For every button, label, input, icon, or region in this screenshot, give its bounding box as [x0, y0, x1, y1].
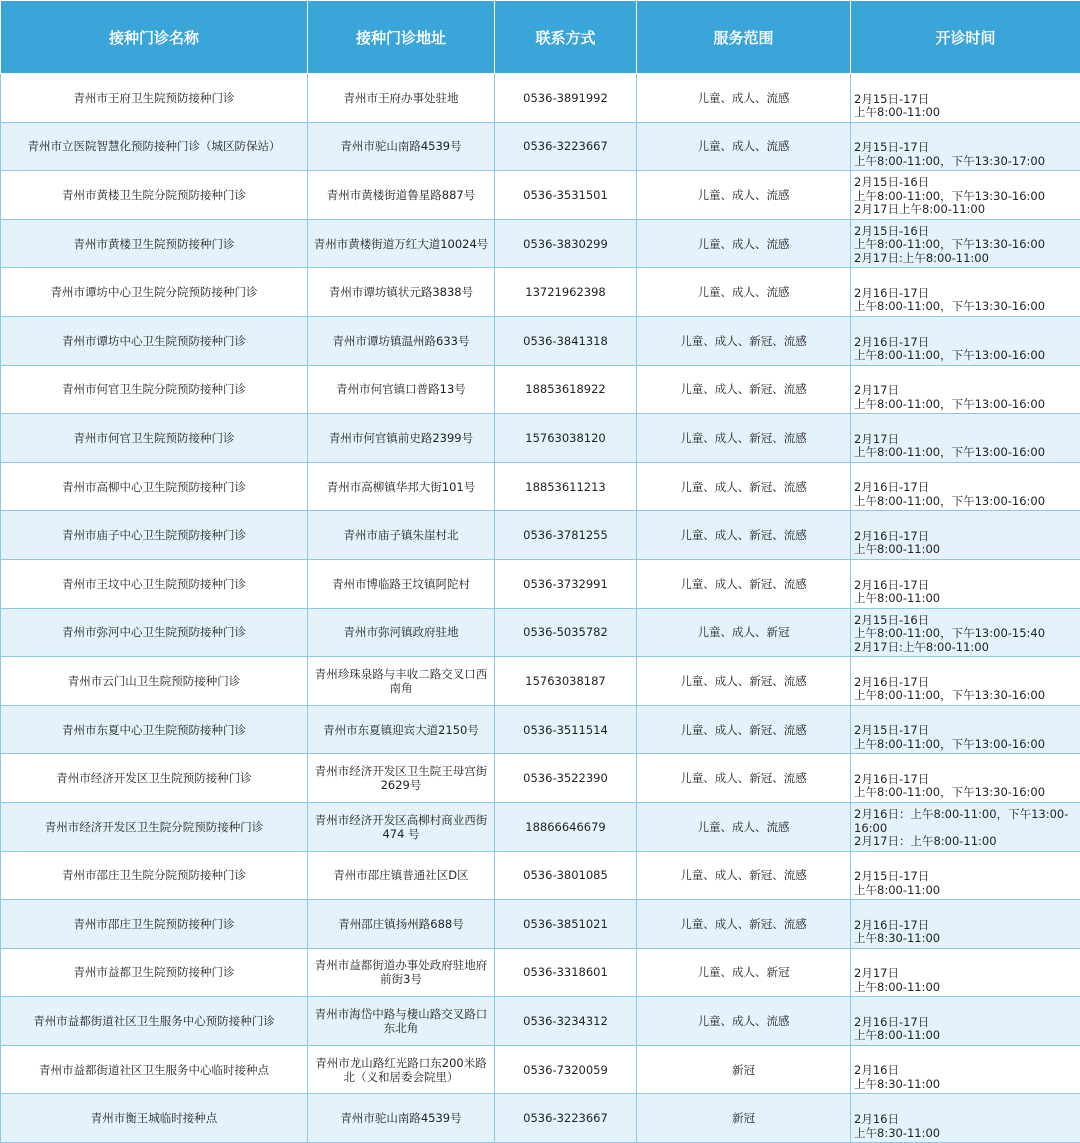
table-row: [1, 1045, 1080, 1094]
phone-cell: 18853618922: [495, 365, 637, 414]
clinic-address-cell: 青州珍珠泉路与丰收二路交叉口西南角: [308, 657, 495, 706]
opening-hours-line: 上午8:00-11:00: [854, 592, 1078, 606]
service-scope-cell: 儿童、成人、新冠、流感: [637, 414, 851, 463]
clinic-name-cell: 青州市黄楼卫生院分院预防接种门诊: [1, 171, 308, 220]
opening-hours-line: 上午8:30-11:00: [854, 1078, 1078, 1092]
opening-hours-line: 2月15日-16日: [854, 176, 1078, 190]
opening-hours-cell: [851, 74, 1080, 123]
clinic-name-cell: 青州市云门山卫生院预防接种门诊: [1, 657, 308, 706]
opening-hours-line: 2月16日-17日: [854, 481, 1078, 495]
table-row: [1, 948, 1080, 997]
phone-cell: 0536-7320059: [495, 1045, 637, 1094]
phone-cell: 0536-3851021: [495, 900, 637, 949]
opening-hours-line: 2月16日-17日: [854, 1016, 1078, 1030]
opening-hours-cell: [851, 511, 1080, 560]
service-scope-cell: 儿童、成人、新冠、流感: [637, 462, 851, 511]
phone-cell: 0536-5035782: [495, 608, 637, 657]
opening-hours-cell: [851, 608, 1080, 657]
opening-hours-line: 上午8:00-11:00，下午13:30-17:00: [854, 155, 1078, 169]
table-row: [1, 268, 1080, 317]
clinic-address-cell: 青州市弥河镇政府驻地: [308, 608, 495, 657]
service-scope-cell: 儿童、成人、新冠、流感: [637, 754, 851, 803]
opening-hours-cell: [851, 219, 1080, 268]
service-scope-cell: 儿童、成人、流感: [637, 74, 851, 123]
clinic-name-cell: 青州市庙子中心卫生院预防接种门诊: [1, 511, 308, 560]
service-scope-cell: 儿童、成人、新冠、流感: [637, 657, 851, 706]
clinic-name-cell: 青州市益都街道社区卫生服务中心预防接种门诊: [1, 997, 308, 1046]
phone-cell: 15763038187: [495, 657, 637, 706]
opening-hours-line: 2月17日：上午8:00-11:00: [854, 835, 1078, 849]
clinic-name-cell: 青州市经济开发区卫生院分院预防接种门诊: [1, 802, 308, 851]
phone-cell: 0536-3234312: [495, 997, 637, 1046]
clinic-name-cell: 青州市立医院智慧化预防接种门诊（城区防保站）: [1, 122, 308, 171]
opening-hours-line: 2月16日-17日: [854, 676, 1078, 690]
phone-cell: 0536-3511514: [495, 705, 637, 754]
service-scope-cell: 儿童、成人、流感: [637, 268, 851, 317]
phone-cell: 0536-3781255: [495, 511, 637, 560]
opening-hours-line: 上午8:00-11:00，下午13:30-16:00: [854, 238, 1078, 252]
opening-hours-line: 2月16日-17日: [854, 579, 1078, 593]
service-scope-cell: 儿童、成人、新冠、流感: [637, 705, 851, 754]
opening-hours-cell: [851, 462, 1080, 511]
clinic-name-cell: 青州市邵庄卫生院分院预防接种门诊: [1, 851, 308, 900]
service-scope-cell: 儿童、成人、新冠、流感: [637, 559, 851, 608]
phone-cell: 13721962398: [495, 268, 637, 317]
opening-hours-line: 上午8:00-11:00: [854, 543, 1078, 557]
header-service-scope: 服务范围: [637, 1, 851, 74]
service-scope-cell: 儿童、成人、新冠、流感: [637, 316, 851, 365]
service-scope-cell: 儿童、成人、新冠: [637, 608, 851, 657]
clinic-address-cell: 青州市高柳镇华邦大街101号: [308, 462, 495, 511]
opening-hours-line: 2月16日-17日: [854, 287, 1078, 301]
opening-hours-cell: [851, 657, 1080, 706]
phone-cell: 18853611213: [495, 462, 637, 511]
table-row: [1, 74, 1080, 123]
table-row: [1, 705, 1080, 754]
opening-hours-line: 2月16日-17日: [854, 530, 1078, 544]
header-clinic-address: 接种门诊地址: [308, 1, 495, 74]
header-clinic-name: 接种门诊名称: [1, 1, 308, 74]
clinic-name-cell: 青州市何官卫生院分院预防接种门诊: [1, 365, 308, 414]
phone-cell: 0536-3223667: [495, 1094, 637, 1143]
opening-hours-cell: [851, 997, 1080, 1046]
service-scope-cell: 儿童、成人、新冠、流感: [637, 851, 851, 900]
service-scope-cell: 儿童、成人、新冠、流感: [637, 511, 851, 560]
phone-cell: 0536-3522390: [495, 754, 637, 803]
phone-cell: 0536-3830299: [495, 219, 637, 268]
opening-hours-line: 2月17日:上午8:00-11:00: [854, 641, 1078, 655]
clinic-address-cell: 青州市何官镇口普路13号: [308, 365, 495, 414]
clinic-name-cell: 青州市弥河中心卫生院预防接种门诊: [1, 608, 308, 657]
opening-hours-line: 2月17日上午8:00-11:00: [854, 203, 1078, 217]
opening-hours-cell: [851, 705, 1080, 754]
clinic-name-cell: 青州市谭坊中心卫生院预防接种门诊: [1, 316, 308, 365]
opening-hours-line: 上午8:30-11:00: [854, 1127, 1078, 1141]
phone-cell: 15763038120: [495, 414, 637, 463]
opening-hours-cell: [851, 802, 1080, 851]
clinic-address-cell: 青州市龙山路红光路口东200米路北（义和居委会院里）: [308, 1045, 495, 1094]
table-row: [1, 122, 1080, 171]
service-scope-cell: 儿童、成人、流感: [637, 171, 851, 220]
opening-hours-line: 上午8:00-11:00，下午13:00-16:00: [854, 738, 1078, 752]
opening-hours-cell: [851, 851, 1080, 900]
opening-hours-line: 2月15日-16日: [854, 614, 1078, 628]
opening-hours-line: 上午8:30-11:00: [854, 932, 1078, 946]
service-scope-cell: 新冠: [637, 1094, 851, 1143]
clinic-address-cell: 青州市博临路王坟镇阿陀村: [308, 559, 495, 608]
clinic-address-cell: 青州市海岱中路与棲山路交叉路口东北角: [308, 997, 495, 1046]
clinic-address-cell: 青州市谭坊镇状元路3838号: [308, 268, 495, 317]
clinic-address-cell: 青州市谭坊镇温州路633号: [308, 316, 495, 365]
table-row: [1, 511, 1080, 560]
opening-hours-line: 2月15日-17日: [854, 724, 1078, 738]
opening-hours-line: 2月17日: [854, 384, 1078, 398]
table-row: [1, 802, 1080, 851]
table-row: [1, 997, 1080, 1046]
opening-hours-line: 2月17日: [854, 433, 1078, 447]
opening-hours-line: 2月17日: [854, 967, 1078, 981]
opening-hours-line: 2月15日-17日: [854, 93, 1078, 107]
opening-hours-cell: [851, 559, 1080, 608]
table-row: [1, 219, 1080, 268]
clinic-address-cell: 青州市经济开发区高柳村商业西街474 号: [308, 802, 495, 851]
opening-hours-line: 上午8:00-11:00: [854, 884, 1078, 898]
opening-hours-line: 2月16日-17日: [854, 773, 1078, 787]
clinic-address-cell: 青州市黄楼街道鲁星路887号: [308, 171, 495, 220]
opening-hours-line: 2月16日-17日: [854, 919, 1078, 933]
clinic-address-cell: 青州市王府办事处驻地: [308, 74, 495, 123]
clinic-name-cell: 青州市益都卫生院预防接种门诊: [1, 948, 308, 997]
opening-hours-line: 上午8:00-11:00，下午13:30-16:00: [854, 786, 1078, 800]
opening-hours-line: 上午8:00-11:00，下午13:30-16:00: [854, 689, 1078, 703]
table-row: [1, 171, 1080, 220]
clinic-address-cell: 青州邵庄镇扬州路688号: [308, 900, 495, 949]
opening-hours-cell: [851, 316, 1080, 365]
table-row: [1, 462, 1080, 511]
service-scope-cell: 儿童、成人、新冠、流感: [637, 365, 851, 414]
table-row: [1, 316, 1080, 365]
service-scope-cell: 儿童、成人、新冠: [637, 948, 851, 997]
clinic-name-cell: 青州市王府卫生院预防接种门诊: [1, 74, 308, 123]
phone-cell: 18866646679: [495, 802, 637, 851]
clinic-address-cell: 青州市驼山南路4539号: [308, 122, 495, 171]
clinic-name-cell: 青州市经济开发区卫生院预防接种门诊: [1, 754, 308, 803]
header-contact: 联系方式: [495, 1, 637, 74]
clinic-address-cell: 青州市庙子镇朱崖村北: [308, 511, 495, 560]
opening-hours-line: 上午8:00-11:00: [854, 1029, 1078, 1043]
opening-hours-cell: [851, 171, 1080, 220]
opening-hours-line: 2月16日：上午8:00-11:00，下午13:00-: [854, 808, 1078, 822]
opening-hours-cell: [851, 754, 1080, 803]
clinic-name-cell: 青州市高柳中心卫生院预防接种门诊: [1, 462, 308, 511]
opening-hours-line: 16:00: [854, 822, 1078, 836]
opening-hours-line: 上午8:00-11:00，下午13:00-16:00: [854, 398, 1078, 412]
table-header-row: [1, 1, 1080, 74]
clinic-address-cell: 青州市邵庄镇普通社区D区: [308, 851, 495, 900]
table-row: [1, 754, 1080, 803]
opening-hours-line: 上午8:00-11:00: [854, 981, 1078, 995]
clinic-address-cell: 青州市益都街道办事处政府驻地府前街3号: [308, 948, 495, 997]
table-row: [1, 657, 1080, 706]
opening-hours-line: 2月16日: [854, 1113, 1078, 1127]
clinic-name-cell: 青州市衡王城临时接种点: [1, 1094, 308, 1143]
opening-hours-line: 2月15日-17日: [854, 870, 1078, 884]
phone-cell: 0536-3841318: [495, 316, 637, 365]
phone-cell: 0536-3318601: [495, 948, 637, 997]
opening-hours-line: 上午8:00-11:00，下午13:00-16:00: [854, 349, 1078, 363]
phone-cell: 0536-3891992: [495, 74, 637, 123]
service-scope-cell: 儿童、成人、流感: [637, 219, 851, 268]
clinic-address-cell: 青州市何官镇前史路2399号: [308, 414, 495, 463]
clinic-address-cell: 青州市经济开发区卫生院王母宫街2629号: [308, 754, 495, 803]
service-scope-cell: 儿童、成人、流感: [637, 802, 851, 851]
phone-cell: 0536-3732991: [495, 559, 637, 608]
opening-hours-cell: [851, 1045, 1080, 1094]
opening-hours-line: 上午8:00-11:00，下午13:00-16:00: [854, 446, 1078, 460]
opening-hours-line: 上午8:00-11:00，下午13:00-15:40: [854, 627, 1078, 641]
opening-hours-cell: [851, 948, 1080, 997]
opening-hours-cell: [851, 268, 1080, 317]
clinic-name-cell: 青州市黄楼卫生院预防接种门诊: [1, 219, 308, 268]
service-scope-cell: 儿童、成人、新冠、流感: [637, 900, 851, 949]
table-row: [1, 900, 1080, 949]
table-body: [1, 74, 1080, 1143]
clinic-name-cell: 青州市邵庄卫生院预防接种门诊: [1, 900, 308, 949]
table-row: [1, 851, 1080, 900]
opening-hours-line: 上午8:00-11:00，下午13:30-16:00: [854, 190, 1078, 204]
clinic-address-cell: 青州市黄楼街道万红大道10024号: [308, 219, 495, 268]
clinic-name-cell: 青州市益都街道社区卫生服务中心临时接种点: [1, 1045, 308, 1094]
clinic-name-cell: 青州市王坟中心卫生院预防接种门诊: [1, 559, 308, 608]
clinic-address-cell: 青州市驼山南路4539号: [308, 1094, 495, 1143]
table-row: [1, 1094, 1080, 1143]
clinic-name-cell: 青州市东夏中心卫生院预防接种门诊: [1, 705, 308, 754]
opening-hours-line: 上午8:00-11:00，下午13:00-16:00: [854, 495, 1078, 509]
opening-hours-cell: [851, 1094, 1080, 1143]
opening-hours-line: 2月15日-16日: [854, 225, 1078, 239]
service-scope-cell: 新冠: [637, 1045, 851, 1094]
table-row: [1, 608, 1080, 657]
opening-hours-cell: [851, 365, 1080, 414]
table-row: [1, 559, 1080, 608]
opening-hours-line: 上午8:00-11:00: [854, 106, 1078, 120]
service-scope-cell: 儿童、成人、流感: [637, 122, 851, 171]
table-row: [1, 365, 1080, 414]
opening-hours-cell: [851, 122, 1080, 171]
opening-hours-line: 上午8:00-11:00，下午13:30-16:00: [854, 300, 1078, 314]
opening-hours-cell: [851, 900, 1080, 949]
clinic-name-cell: 青州市何官卫生院预防接种门诊: [1, 414, 308, 463]
opening-hours-cell: [851, 414, 1080, 463]
opening-hours-line: 2月16日: [854, 1064, 1078, 1078]
clinic-name-cell: 青州市谭坊中心卫生院分院预防接种门诊: [1, 268, 308, 317]
opening-hours-line: 2月15日-17日: [854, 141, 1078, 155]
service-scope-cell: 儿童、成人、流感: [637, 997, 851, 1046]
phone-cell: 0536-3223667: [495, 122, 637, 171]
phone-cell: 0536-3801085: [495, 851, 637, 900]
header-opening-hours: 开诊时间: [851, 1, 1080, 74]
opening-hours-line: 2月17日:上午8:00-11:00: [854, 252, 1078, 266]
table-row: [1, 414, 1080, 463]
clinic-address-cell: 青州市东夏镇迎宾大道2150号: [308, 705, 495, 754]
opening-hours-line: 2月16日-17日: [854, 336, 1078, 350]
phone-cell: 0536-3531501: [495, 171, 637, 220]
